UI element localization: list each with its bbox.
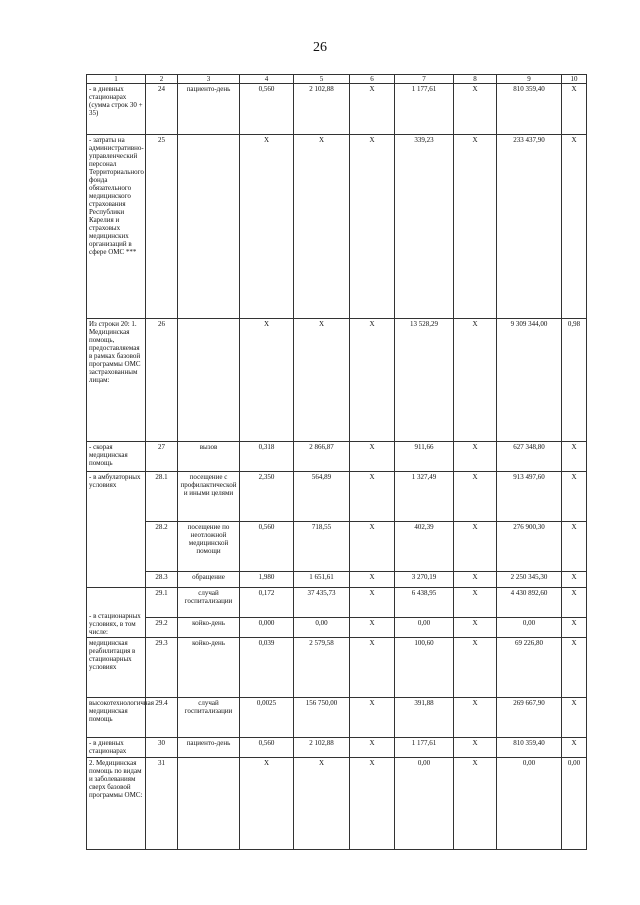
- row-code: 29.4: [146, 698, 178, 738]
- table-row: [87, 698, 587, 738]
- cell-c6: Х: [350, 84, 395, 135]
- cell-c6: Х: [350, 618, 395, 638]
- cell-c8: Х: [454, 319, 497, 442]
- cell-c4: 0,560: [240, 84, 294, 135]
- row-label: - скорая медицинская помощь: [87, 442, 146, 472]
- cell-c4: 0,0025: [240, 698, 294, 738]
- cell-c5: 1 651,61: [294, 572, 350, 588]
- row-label: Из строки 20: 1. Медицинская помощь, предоставляемая в рамках базовой программы ОМС застрахованным лицам:: [87, 319, 146, 442]
- cell-c7: 13 528,29: [395, 319, 454, 442]
- cell-c6: Х: [350, 758, 395, 850]
- cell-c9: 276 900,30: [497, 522, 562, 572]
- table-row: [87, 738, 587, 758]
- row-code: 26: [146, 319, 178, 442]
- header-col-9: 9: [497, 75, 562, 84]
- cell-c6: Х: [350, 442, 395, 472]
- row-label: 2. Медицинская помощь по видам и заболеваниям сверх базовой программы ОМС:: [87, 758, 146, 850]
- cell-c6: Х: [350, 698, 395, 738]
- cell-c4: Х: [240, 319, 294, 442]
- row-label: - в стационарных условиях, в том числе:: [87, 588, 146, 638]
- row-code: 24: [146, 84, 178, 135]
- row-code: 29.2: [146, 618, 178, 638]
- page-number: 26: [313, 40, 327, 55]
- cell-c10: Х: [562, 588, 587, 618]
- header-col-10: 10: [562, 75, 587, 84]
- header-col-1: 1: [87, 75, 146, 84]
- row-code: 28.3: [146, 572, 178, 588]
- cell-c10: Х: [562, 572, 587, 588]
- row-code: 30: [146, 738, 178, 758]
- table-row: [87, 638, 587, 698]
- cell-c8: Х: [454, 738, 497, 758]
- cell-c10: 0,98: [562, 319, 587, 442]
- cell-c10: Х: [562, 135, 587, 319]
- cell-c9: 2 250 345,30: [497, 572, 562, 588]
- cell-c6: Х: [350, 319, 395, 442]
- header-row: [87, 75, 587, 84]
- row-unit: случай госпитализации: [178, 588, 240, 618]
- row-unit: случай госпитализации: [178, 698, 240, 738]
- table-row: [87, 588, 587, 618]
- cell-c5: Х: [294, 758, 350, 850]
- cell-c10: Х: [562, 442, 587, 472]
- header-col-5: 5: [294, 75, 350, 84]
- table-row: [87, 442, 587, 472]
- cell-c5: Х: [294, 135, 350, 319]
- table-row: [87, 472, 587, 522]
- cell-c9: 69 226,80: [497, 638, 562, 698]
- cell-c5: Х: [294, 319, 350, 442]
- cell-c6: Х: [350, 638, 395, 698]
- cell-c10: Х: [562, 618, 587, 638]
- row-label: - в дневных стационарах (сумма строк 30 + 35): [87, 84, 146, 135]
- cell-c10: Х: [562, 738, 587, 758]
- cell-c9: 269 667,90: [497, 698, 562, 738]
- row-unit: обращение: [178, 572, 240, 588]
- cell-c9: 4 430 892,60: [497, 588, 562, 618]
- table-row: [87, 135, 587, 319]
- cell-c7: 6 438,95: [395, 588, 454, 618]
- cell-c7: 1 177,61: [395, 738, 454, 758]
- cell-c7: 391,88: [395, 698, 454, 738]
- cell-c9: 810 359,40: [497, 738, 562, 758]
- cell-c4: 0,039: [240, 638, 294, 698]
- cell-c7: 0,00: [395, 758, 454, 850]
- cell-c8: Х: [454, 758, 497, 850]
- cell-c4: 0,000: [240, 618, 294, 638]
- cell-c6: Х: [350, 522, 395, 572]
- cell-c5: 0,00: [294, 618, 350, 638]
- row-unit: койко-день: [178, 618, 240, 638]
- cell-c7: 0,00: [395, 618, 454, 638]
- table-row: [87, 618, 587, 638]
- row-code: 27: [146, 442, 178, 472]
- cell-c10: Х: [562, 84, 587, 135]
- cell-c4: 2,350: [240, 472, 294, 522]
- row-code: 29.3: [146, 638, 178, 698]
- header-col-3: 3: [178, 75, 240, 84]
- row-unit: посещение по неотложной медицинской помощи: [178, 522, 240, 572]
- cell-c4: 0,560: [240, 522, 294, 572]
- table-row: [87, 522, 587, 572]
- cell-c5: 37 435,73: [294, 588, 350, 618]
- cell-c4: 0,172: [240, 588, 294, 618]
- cell-c4: Х: [240, 135, 294, 319]
- row-code: 29.1: [146, 588, 178, 618]
- cell-c7: 339,23: [395, 135, 454, 319]
- row-code: 25: [146, 135, 178, 319]
- cell-c10: 0,00: [562, 758, 587, 850]
- cell-c5: 2 579,58: [294, 638, 350, 698]
- cell-c9: 233 437,90: [497, 135, 562, 319]
- cell-c5: 564,89: [294, 472, 350, 522]
- row-code: 28.1: [146, 472, 178, 522]
- cell-c8: Х: [454, 638, 497, 698]
- header-col-6: 6: [350, 75, 395, 84]
- cell-c4: 0,560: [240, 738, 294, 758]
- table-row: [87, 572, 587, 588]
- row-unit: вызов: [178, 442, 240, 472]
- row-code: 28.2: [146, 522, 178, 572]
- cell-c8: Х: [454, 618, 497, 638]
- row-code: 31: [146, 758, 178, 850]
- cell-c8: Х: [454, 442, 497, 472]
- row-unit: [178, 758, 240, 850]
- cell-c9: 913 497,60: [497, 472, 562, 522]
- row-unit: койко-день: [178, 638, 240, 698]
- cell-c9: 0,00: [497, 758, 562, 850]
- cell-c6: Х: [350, 738, 395, 758]
- row-unit: пациенто-день: [178, 738, 240, 758]
- row-label: - затраты на административно-управленческий персонал Территориального фонда обязательного медицинского страхования Республики Карелия и страховых медицинских организаций в сфере ОМС ***: [87, 135, 146, 319]
- header-col-4: 4: [240, 75, 294, 84]
- cell-c7: 1 327,49: [395, 472, 454, 522]
- table-row: [87, 84, 587, 135]
- budget-table: [86, 74, 587, 850]
- cell-c5: 718,55: [294, 522, 350, 572]
- cell-c8: Х: [454, 472, 497, 522]
- cell-c4: 1,980: [240, 572, 294, 588]
- cell-c5: 2 866,87: [294, 442, 350, 472]
- cell-c5: 2 102,88: [294, 84, 350, 135]
- cell-c9: 9 309 344,00: [497, 319, 562, 442]
- row-unit: [178, 135, 240, 319]
- cell-c10: Х: [562, 472, 587, 522]
- header-col-2: 2: [146, 75, 178, 84]
- cell-c10: Х: [562, 522, 587, 572]
- cell-c8: Х: [454, 588, 497, 618]
- cell-c8: Х: [454, 522, 497, 572]
- row-label: медицинская реабилитация в стационарных условиях: [87, 638, 146, 698]
- cell-c7: 402,39: [395, 522, 454, 572]
- row-unit: пациенто-день: [178, 84, 240, 135]
- cell-c9: 810 359,40: [497, 84, 562, 135]
- cell-c7: 911,66: [395, 442, 454, 472]
- row-label: высокотехнологичная медицинская помощь: [87, 698, 146, 738]
- row-unit: посещение с профилактической и иными целями: [178, 472, 240, 522]
- cell-c9: 0,00: [497, 618, 562, 638]
- cell-c5: 2 102,88: [294, 738, 350, 758]
- cell-c9: 627 348,80: [497, 442, 562, 472]
- cell-c5: 156 750,00: [294, 698, 350, 738]
- cell-c6: Х: [350, 472, 395, 522]
- cell-c8: Х: [454, 698, 497, 738]
- cell-c7: 1 177,61: [395, 84, 454, 135]
- cell-c8: Х: [454, 84, 497, 135]
- row-label: - в дневных стационарах: [87, 738, 146, 758]
- header-col-7: 7: [395, 75, 454, 84]
- cell-c10: Х: [562, 698, 587, 738]
- cell-c7: 3 270,19: [395, 572, 454, 588]
- row-unit: [178, 319, 240, 442]
- cell-c6: Х: [350, 588, 395, 618]
- cell-c8: Х: [454, 135, 497, 319]
- cell-c7: 100,60: [395, 638, 454, 698]
- cell-c6: Х: [350, 135, 395, 319]
- cell-c6: Х: [350, 572, 395, 588]
- cell-c4: 0,318: [240, 442, 294, 472]
- table-row: [87, 758, 587, 850]
- cell-c10: Х: [562, 638, 587, 698]
- header-col-8: 8: [454, 75, 497, 84]
- row-label: - в амбулаторных условиях: [87, 472, 146, 588]
- table-row: [87, 319, 587, 442]
- cell-c4: Х: [240, 758, 294, 850]
- cell-c8: Х: [454, 572, 497, 588]
